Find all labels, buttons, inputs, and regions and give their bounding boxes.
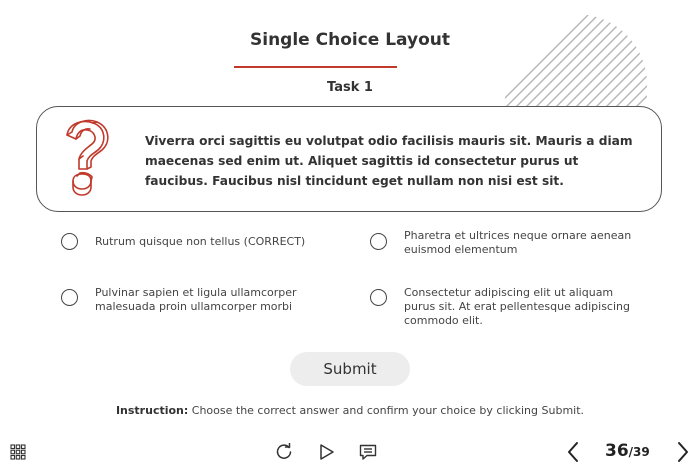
instruction-prefix: Instruction: bbox=[115, 404, 189, 417]
play-icon[interactable] bbox=[319, 443, 335, 461]
submit-button[interactable]: Submit bbox=[290, 352, 410, 386]
comment-icon[interactable] bbox=[359, 444, 377, 461]
radio-button[interactable] bbox=[370, 233, 387, 250]
radio-button[interactable] bbox=[61, 233, 78, 250]
question-text: Viverra orci sagittis eu volutpat odio facilisis mauris sit. Mauris a diam maecenas sed enim ut. Aliquet sagittis id consectetur purus ut faucibus. Faucibus nisl tincidunt eget nullam non nisi est sit. bbox=[145, 134, 633, 188]
option-2[interactable] bbox=[370, 229, 640, 257]
replay-icon[interactable] bbox=[275, 443, 293, 461]
radio-button[interactable] bbox=[370, 289, 387, 306]
slide-title: Single Choice Layout bbox=[250, 30, 450, 50]
question-card bbox=[36, 106, 662, 212]
page-counter bbox=[605, 441, 650, 461]
option-label: Consectetur adipiscing elit ut aliquam purus sit. At erat pellentesque adipiscing commodo elit. bbox=[404, 286, 630, 327]
current-page: 36 bbox=[605, 441, 629, 461]
grid-menu-icon[interactable] bbox=[10, 444, 26, 460]
option-1[interactable] bbox=[61, 233, 351, 250]
option-label: Pharetra et ultrices neque ornare aenean euismod elementum bbox=[404, 229, 632, 256]
task-label: Task 1 bbox=[327, 80, 373, 95]
question-mark-3d-icon bbox=[59, 117, 113, 197]
option-4[interactable] bbox=[370, 286, 640, 328]
chevron-left-icon[interactable] bbox=[566, 441, 580, 463]
chevron-right-icon[interactable] bbox=[676, 441, 690, 463]
instruction-text bbox=[0, 404, 700, 417]
instruction-body: Choose the correct answer and confirm your choice by clicking Submit. bbox=[188, 404, 585, 417]
option-label: Pulvinar sapien et ligula ullamcorper malesuada proin ullamcorper morbi bbox=[95, 286, 297, 313]
radio-button[interactable] bbox=[61, 289, 78, 306]
option-label: Rutrum quisque non tellus (CORRECT) bbox=[95, 235, 306, 248]
option-3[interactable] bbox=[61, 286, 351, 314]
title-underline bbox=[234, 66, 397, 68]
total-pages: /39 bbox=[628, 445, 650, 459]
